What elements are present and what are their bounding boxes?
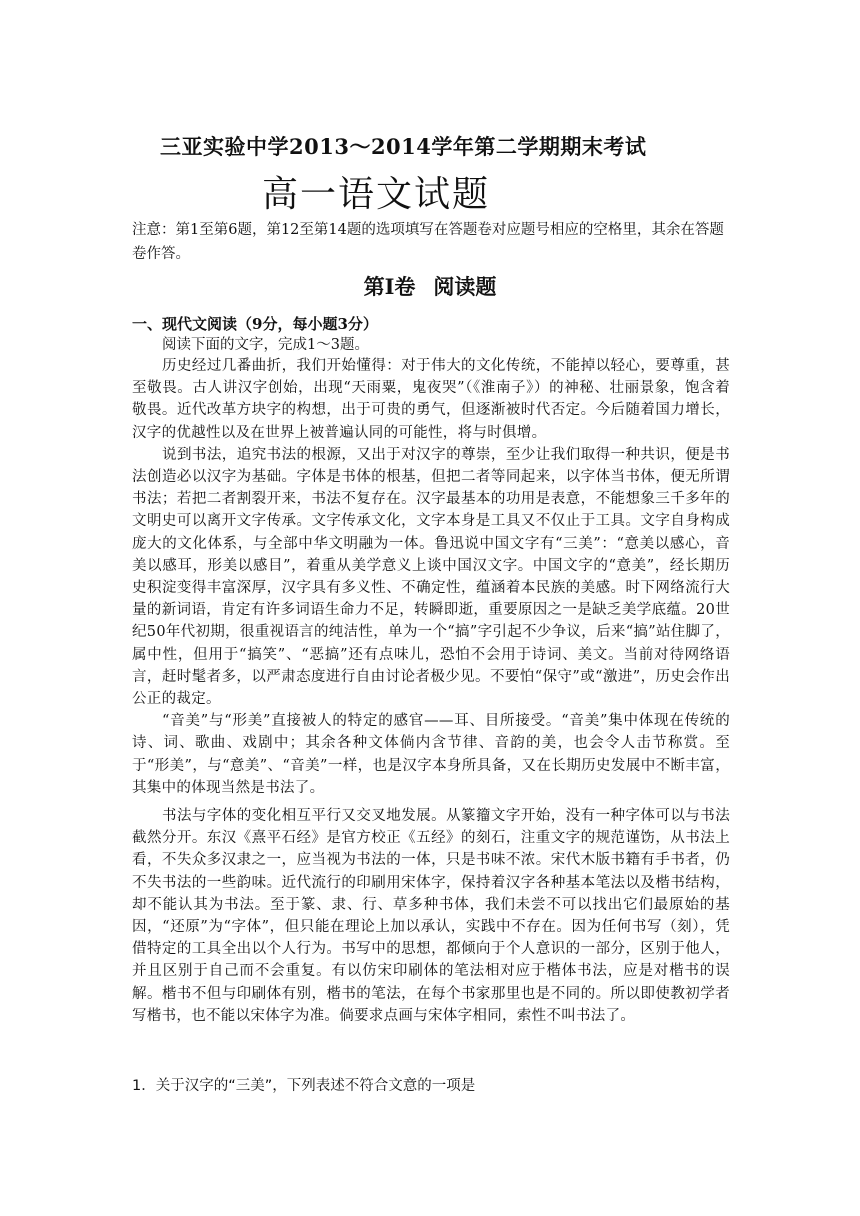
section-label: 第Ⅰ卷: [363, 274, 416, 299]
passage-paragraph: 历史经过几番曲折，我们开始懂得：对于伟大的文化传统，不能掉以轻心，要尊重，甚至敬畏。古人讲汉字创始，出现“天雨粟，鬼夜哭”（《淮南子》）的神秘、壮丽景象，饱含着敬畏。近代改革方块字的构想，出于可贵的勇气，但逐渐被时代否定。今后随着国力增长，汉字的优越性以及在世界上被普遍认同的可能性，将与时俱增。: [132, 358, 730, 441]
exam-notice: 注意：第1至第6题，第12至第14题的选项填写在答题卷对应题号相应的空格里，其余在答题卷作答。: [132, 222, 724, 262]
question-1: 1．关于汉字的“三美”，下列表述不符合文意的一项是: [132, 1078, 476, 1094]
section-name: 阅读题: [433, 274, 497, 299]
part-heading: 一、现代文阅读（9分，每小题3分）: [132, 315, 378, 333]
passage-paragraph: “音美”与“形美”直接被人的特定的感官——耳、目所接受。“音美”集中体现在传统的诗、词、歌曲、戏剧中；其余各种文体倘内含节律、音韵的美，也会令人击节称赏。至于“形美”，与“意美”、“音美”一样，也是汉字本身所具备，又在长期历史发展中不断丰富，其集中的体现当然是书法了。: [132, 713, 730, 796]
passage-paragraph: 书法与字体的变化相互平行又交叉地发展。从篆籀文字开始，没有一种字体可以与书法截然分开。东汉《熹平石经》是官方校正《五经》的刻石，注重文字的规范谨饬，从书法上看，不失众多汉隶之一，应当视为书法的一体，只是书味不浓。宋代木版书籍有手书者，仍不失书法的一些韵味。近代流行的印刷用宋体字，保持着汉字各种基本笔法以及楷书结构，却不能认其为书法。至于篆、隶、行、草多种书体，我们未尝不可以找出它们最原始的基因，“还原”为“字体”，但只能在理论上加以承认，实践中不存在。因为任何书写（刻），凭借特定的工具全出以个人行为。书写中的思想，都倾向于个人意识的一部分，区别于他人，并且区别于自己而不会重复。有以仿宋印刷体的笔法相对应于楷体书法，应是对楷书的误解。楷书不但与印刷体有别，楷书的笔法，在每个书家那里也是不同的。所以即使教初学者写楷书，也不能以宋体字为准。倘要求点画与宋体字相同，索性不叫书法了。: [132, 808, 730, 1024]
school-exam-title: 三亚实验中学2013～2014学年第二学期期末考试: [160, 134, 647, 159]
reading-passage: [132, 355, 730, 1027]
subject-title: 高一语文试题: [262, 174, 491, 215]
section-heading: [0, 271, 860, 301]
passage-paragraph: 说到书法，追究书法的根源，又出于对汉字的尊崇，至少让我们取得一种共识，便是书法创造必以汉字为基础。字体是书体的根基，但把二者等同起来，以字体当书体，便无所谓书法；若把二者割裂开来，书法不复存在。汉字最基本的功用是表意，不能想象三千多年的文明史可以离开文字传承。文字传承文化，文字本身是工具又不仅止于工具。文字自身构成庞大的文化体系，与全部中华文明融为一体。鲁迅说中国文字有“三美”：“意美以感心，音美以感耳，形美以感目”，着重从美学意义上谈中国汉文字。中国文字的“意美”，经长期历史积淀变得丰富深厚，汉字具有多义性、不确定性，蕴涵着本民族的美感。时下网络流行大量的新词语，肯定有许多词语生命力不足，转瞬即逝，重要原因之一是缺乏美学底蕴。20世纪50年代初期，很重视语言的纯洁性，单为一个“搞”字引起不少争议，后来“搞”站住脚了，属中性，但用于“搞笑”、“恶搞”还有点味儿，恐怕不会用于诗词、美文。当前对待网络语言，赶时髦者多，以严肃态度进行自由讨论者极少见。不要怕“保守”或“激进”，历史会作出公正的裁定。: [132, 446, 730, 708]
reading-instruction: 阅读下面的文字，完成1～3题。: [162, 337, 369, 353]
